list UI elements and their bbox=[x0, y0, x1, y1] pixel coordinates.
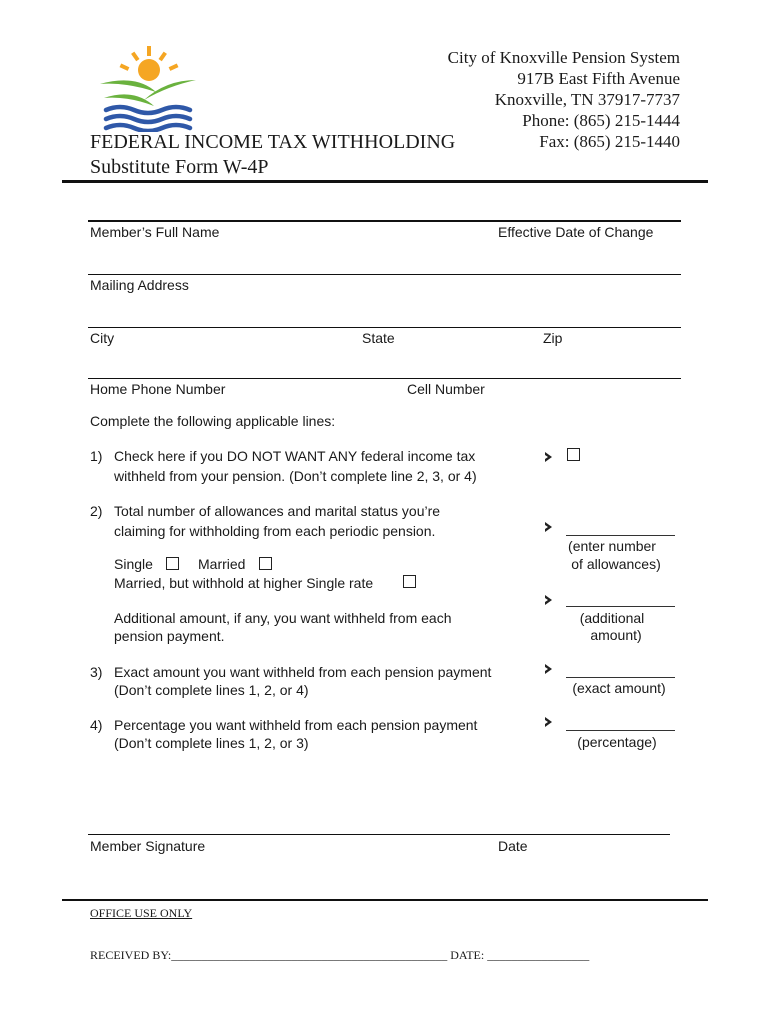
line2-text-b: claiming for withholding from each periodic pension. bbox=[114, 523, 436, 539]
additional-text-a: Additional amount, if any, you want withheld from each bbox=[114, 610, 452, 626]
signature-line[interactable] bbox=[88, 834, 670, 835]
city-label: City bbox=[90, 330, 115, 346]
state-label: State bbox=[362, 330, 395, 346]
org-name: City of Knoxville Pension System bbox=[447, 48, 680, 67]
member-signature-label: Member Signature bbox=[90, 838, 206, 854]
married-label: Married bbox=[198, 556, 246, 572]
married-higher-label: Married, but withhold at higher Single rate bbox=[114, 575, 374, 591]
additional-caption-a: (additional bbox=[579, 610, 645, 626]
single-checkbox[interactable] bbox=[166, 557, 179, 570]
line3-text-a: Exact amount you want withheld from each pension payment bbox=[114, 664, 492, 680]
line2-text-a: Total number of allowances and marital status you’re bbox=[114, 503, 441, 519]
allowances-arrow-icon bbox=[545, 522, 552, 532]
percentage-arrow-icon bbox=[545, 717, 552, 727]
no-withholding-checkbox[interactable] bbox=[567, 448, 580, 461]
office-rule bbox=[62, 899, 708, 901]
additional-caption-b: amount) bbox=[590, 627, 642, 643]
additional-text-b: pension payment. bbox=[114, 628, 225, 644]
org-city: Knoxville, TN 37917-7737 bbox=[494, 90, 680, 109]
line4-number: 4) bbox=[90, 717, 103, 733]
name-line[interactable] bbox=[88, 220, 681, 222]
line3-number: 3) bbox=[90, 664, 103, 680]
phone-line[interactable] bbox=[88, 378, 681, 379]
percentage-caption: (percentage) bbox=[577, 734, 657, 750]
exact-amount-caption: (exact amount) bbox=[572, 680, 666, 696]
home-phone-label: Home Phone Number bbox=[90, 381, 226, 397]
signature-date-label: Date bbox=[498, 838, 528, 854]
exact-amount-arrow-icon bbox=[545, 664, 552, 674]
form-title: FEDERAL INCOME TAX WITHHOLDING bbox=[90, 131, 456, 153]
percentage-field[interactable] bbox=[566, 730, 675, 731]
full-name-label: Member’s Full Name bbox=[90, 224, 220, 240]
org-fax: Fax: (865) 215-1440 bbox=[539, 132, 680, 151]
header-rule bbox=[62, 180, 708, 183]
allowances-caption-b: of allowances) bbox=[571, 556, 661, 572]
office-use-heading: OFFICE USE ONLY bbox=[90, 906, 193, 920]
line1-text-b: withheld from your pension. (Don’t complete line 2, 3, or 4) bbox=[114, 468, 477, 484]
effective-date-label: Effective Date of Change bbox=[498, 224, 654, 240]
city-line[interactable] bbox=[88, 327, 681, 328]
exact-amount-field[interactable] bbox=[566, 677, 675, 678]
line2-number: 2) bbox=[90, 503, 103, 519]
line1-arrow-icon bbox=[545, 452, 552, 462]
address-line[interactable] bbox=[88, 274, 681, 275]
allowances-caption-a: (enter number bbox=[568, 538, 656, 554]
cell-label: Cell Number bbox=[407, 381, 485, 397]
married-checkbox[interactable] bbox=[259, 557, 272, 570]
line1-number: 1) bbox=[90, 448, 103, 464]
form-subtitle: Substitute Form W-4P bbox=[90, 156, 269, 178]
additional-amount-field[interactable] bbox=[566, 606, 675, 607]
org-phone: Phone: (865) 215-1444 bbox=[522, 111, 680, 130]
married-higher-checkbox[interactable] bbox=[403, 575, 416, 588]
zip-label: Zip bbox=[543, 330, 563, 346]
mailing-address-label: Mailing Address bbox=[90, 277, 189, 293]
allowances-field[interactable] bbox=[566, 535, 675, 536]
line1-text-a: Check here if you DO NOT WANT ANY federal income tax bbox=[114, 448, 476, 464]
line4-text-b: (Don’t complete lines 1, 2, or 3) bbox=[114, 735, 309, 751]
line3-text-b: (Don’t complete lines 1, 2, or 4) bbox=[114, 682, 309, 698]
org-street: 917B East Fifth Avenue bbox=[517, 69, 680, 88]
single-label: Single bbox=[114, 556, 153, 572]
additional-arrow-icon bbox=[545, 595, 552, 605]
instructions: Complete the following applicable lines: bbox=[90, 413, 336, 429]
org-address-block bbox=[448, 47, 680, 152]
city-logo bbox=[96, 44, 202, 132]
received-by-line[interactable]: RECEIVED BY:______________________________________________ DATE: _________________ bbox=[90, 948, 590, 962]
line4-text-a: Percentage you want withheld from each pension payment bbox=[114, 717, 478, 733]
